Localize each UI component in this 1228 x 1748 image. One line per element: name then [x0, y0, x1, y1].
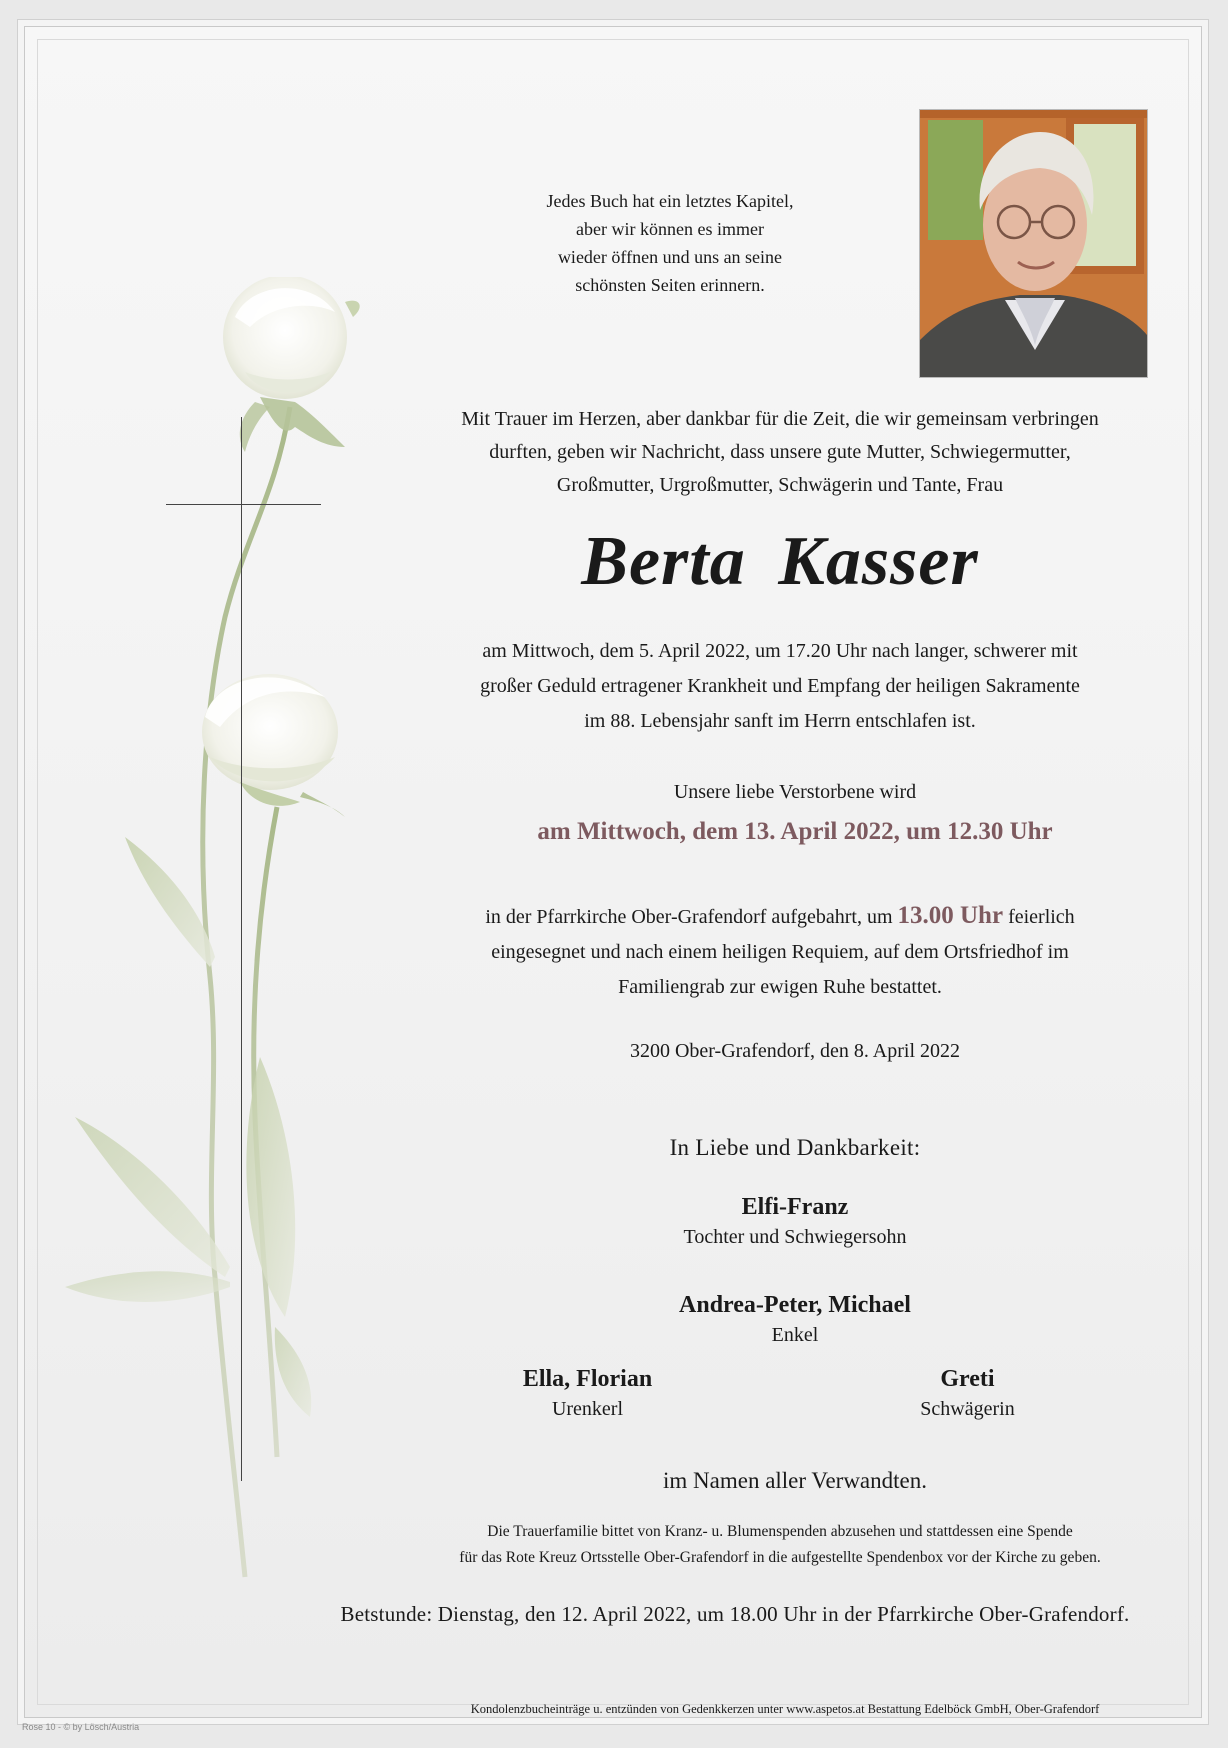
mourner-group [545, 1289, 1045, 1349]
death-details [395, 634, 1165, 739]
announcement-intro [395, 403, 1165, 502]
mourner-name: Ella, Florian [522, 1366, 653, 1392]
mourner-role: Urenkerl [551, 1398, 624, 1420]
image-credit: Rose 10 - © by Lösch/Austria [22, 1722, 140, 1732]
white-roses-illustration [45, 277, 385, 1597]
ceremony-line: eingesegnet und nach einem heiligen Requiem, auf dem Ortsfriedhof im [491, 941, 1069, 963]
mourner-group [545, 1191, 1045, 1251]
intro-line: durften, geben wir Nachricht, dass unsere gute Mutter, Schwiegermutter, [489, 441, 1071, 463]
ceremony-details [395, 898, 1165, 1005]
donation-note [365, 1519, 1195, 1571]
ceremony-line [395, 898, 1165, 935]
intro-line: Mit Trauer im Herzen, aber dankbar für die Zeit, die wir gemeinsam verbringen [461, 408, 1099, 430]
cross-vertical-bar [241, 417, 242, 1481]
donation-note-line: Die Trauerfamilie bittet von Kranz- u. Blumenspenden abzusehen und stattdessen eine Spende [487, 1523, 1073, 1540]
mourner-group [845, 1363, 1090, 1423]
motto-line: schönsten Seiten erinnern. [575, 275, 765, 295]
footer-condolence-info: Kondolenzbucheinträge u. entzünden von Gedenkkerzen unter www.aspetos.at Bestattung Edelböck GmbH, Ober-Grafendorf [470, 1702, 1100, 1716]
donation-note-line: für das Rote Kreuz Ortsstelle Ober-Grafendorf in die aufgestellte Spendenbox vor der Kirche zu geben. [459, 1549, 1101, 1566]
intro-line: Großmutter, Urgroßmutter, Schwägerin und Tante, Frau [556, 474, 1004, 496]
mourner-name: Andrea-Peter, Michael [679, 1292, 911, 1318]
relatives-line: im Namen aller Verwandten. [663, 1468, 927, 1493]
motto-line: aber wir können es immer [576, 219, 764, 239]
death-line: am Mittwoch, dem 5. April 2022, um 17.20 Uhr nach langer, schwerer mit [482, 640, 1078, 662]
thanks-heading: In Liebe und Dankbarkeit: [669, 1135, 921, 1160]
mourner-role: Enkel [771, 1324, 819, 1346]
prayer-hour: Betstunde: Dienstag, den 12. April 2022, um 18.00 Uhr in der Pfarrkirche Ober-Grafendorf. [340, 1602, 1130, 1626]
ceremony-text: feierlich [1008, 906, 1075, 928]
ceremony-text: in der Pfarrkirche Ober-Grafendorf aufgebahrt, um [485, 906, 893, 928]
ceremony-time-highlight: 13.00 Uhr [897, 902, 1004, 929]
motto-line: Jedes Buch hat ein letztes Kapitel, [546, 191, 794, 211]
mourner-role: Tochter und Schwiegersohn [683, 1226, 907, 1248]
cross-horizontal-bar [166, 504, 321, 505]
death-line: im 88. Lebensjahr sanft im Herrn entschlafen ist. [584, 710, 976, 732]
deceased-portrait-photo [919, 109, 1148, 378]
viewing-lead: Unsere liebe Verstorbene wird [673, 781, 917, 803]
mourner-role: Schwägerin [920, 1398, 1015, 1420]
obituary-sheet [24, 26, 1202, 1718]
mourner-name: Elfi-Franz [741, 1194, 849, 1220]
deceased-name: Berta Kasser [581, 523, 979, 600]
ceremony-line: Familiengrab zur ewigen Ruhe bestattet. [618, 976, 942, 998]
motto-verse [525, 187, 815, 299]
mourner-name: Greti [940, 1366, 995, 1392]
place-and-date: 3200 Ober-Grafendorf, den 8. April 2022 [629, 1040, 961, 1062]
death-line: großer Geduld ertragener Krankheit und Empfang der heiligen Sakramente [480, 675, 1080, 697]
viewing-datetime: am Mittwoch, dem 13. April 2022, um 12.30 Uhr [537, 818, 1053, 845]
motto-line: wieder öffnen und uns an seine [557, 247, 783, 267]
mourner-group [455, 1363, 720, 1423]
